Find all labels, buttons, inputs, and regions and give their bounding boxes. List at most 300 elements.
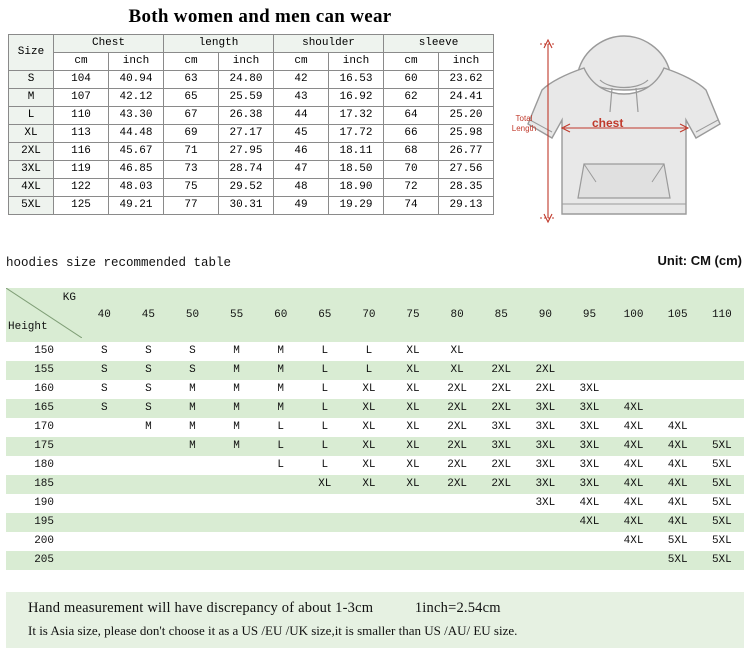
note-line-2: It is Asia size, please don't choose it as a US /EU /UK size,it is smaller than US /AU/ EU size. [28,623,518,638]
rec-cell: M [215,380,259,399]
rec-cell: XL [435,361,479,380]
rec-cell [259,513,303,532]
rec-cell: L [347,361,391,380]
weight-header-45: 45 [126,288,170,342]
kg-axis-label: KG [62,292,76,304]
cell-sleeve-inch: 26.77 [439,143,494,161]
size-measurements-table [8,34,494,215]
rec-cell: 4XL [612,494,656,513]
height-axis-label: Height [8,321,48,333]
table-row [9,197,494,215]
rec-cell: XL [391,475,435,494]
cell-chest-inch: 42.12 [109,89,164,107]
rec-cell [259,551,303,570]
cell-length-inch: 30.31 [219,197,274,215]
rec-cell: XL [391,342,435,361]
cell-shoulder-inch: 16.53 [329,71,384,89]
rec-cell [303,551,347,570]
rec-cell [567,551,611,570]
weight-header-100: 100 [612,288,656,342]
rec-cell: S [126,342,170,361]
rec-cell [700,399,744,418]
size-table-subheader-row [9,53,494,71]
rec-cell [700,380,744,399]
rec-cell: XL [391,437,435,456]
rec-cell [259,532,303,551]
rec-cell [391,494,435,513]
cell-length-cm: 67 [164,107,219,125]
cell-shoulder-cm: 45 [274,125,329,143]
size-label: S [9,71,54,89]
size-table-group-header-row [9,35,494,53]
rec-cell: 5XL [656,532,700,551]
rec-cell: S [82,361,126,380]
cell-chest-inch: 43.30 [109,107,164,125]
height-label: 200 [6,532,82,551]
rec-cell: XL [347,456,391,475]
rec-cell [612,380,656,399]
rec-cell: M [215,418,259,437]
rec-cell [82,513,126,532]
rec-cell: 3XL [523,418,567,437]
size-table-group-sleeve: sleeve [384,35,494,53]
rec-cell: XL [391,399,435,418]
rec-cell: 5XL [700,456,744,475]
size-label: 4XL [9,179,54,197]
rec-cell: S [126,380,170,399]
cell-length-inch: 24.80 [219,71,274,89]
rec-cell [82,494,126,513]
rec-cell: 4XL [567,494,611,513]
recommend-table-caption: hoodies size recommended table [6,256,232,270]
cell-sleeve-inch: 25.98 [439,125,494,143]
rec-cell [523,532,567,551]
cell-length-cm: 69 [164,125,219,143]
rec-cell [170,475,214,494]
rec-cell: 3XL [523,399,567,418]
rec-cell [126,456,170,475]
cell-chest-inch: 46.85 [109,161,164,179]
rec-cell [567,532,611,551]
rec-cell [126,513,170,532]
rec-cell [170,551,214,570]
inch-conversion-note: 1inch=2.54cm [414,600,501,616]
rec-cell: S [82,399,126,418]
rec-cell: 3XL [523,475,567,494]
cell-shoulder-cm: 43 [274,89,329,107]
cell-chest-cm: 116 [54,143,109,161]
rec-cell: S [126,399,170,418]
cell-chest-cm: 107 [54,89,109,107]
height-label: 195 [6,513,82,532]
cell-length-inch: 27.95 [219,143,274,161]
rec-cell [612,342,656,361]
rec-cell [656,342,700,361]
cell-sleeve-inch: 23.62 [439,71,494,89]
size-label: M [9,89,54,107]
rec-cell: L [303,399,347,418]
kg-height-corner [6,288,82,338]
cell-shoulder-inch: 16.92 [329,89,384,107]
rec-cell [391,532,435,551]
rec-cell: 3XL [567,418,611,437]
cell-length-cm: 63 [164,71,219,89]
cell-length-inch: 27.17 [219,125,274,143]
rec-cell: 2XL [435,399,479,418]
rec-cell [391,513,435,532]
weight-header-95: 95 [567,288,611,342]
height-label: 150 [6,342,82,361]
rec-cell: M [259,380,303,399]
cell-chest-cm: 110 [54,107,109,125]
table-row [6,361,744,380]
size-table-subheader-shoulder-cm: cm [274,53,329,71]
rec-cell [479,342,523,361]
table-row [6,437,744,456]
rec-cell [215,551,259,570]
rec-cell [347,532,391,551]
rec-cell [303,513,347,532]
table-row [6,475,744,494]
size-label: 5XL [9,197,54,215]
rec-cell: S [126,361,170,380]
cell-sleeve-inch: 24.41 [439,89,494,107]
cell-shoulder-cm: 46 [274,143,329,161]
weight-header-55: 55 [215,288,259,342]
note-line-1 [28,600,501,617]
hand-measurement-note: Hand measurement will have discrepancy of about 1-3cm [28,600,374,616]
cell-chest-inch: 45.67 [109,143,164,161]
rec-cell [82,532,126,551]
size-label: L [9,107,54,125]
rec-cell: 4XL [612,456,656,475]
table-row [9,125,494,143]
rec-cell [303,494,347,513]
rec-cell [82,551,126,570]
recommend-corner-header [6,288,82,342]
rec-cell [523,513,567,532]
rec-cell: XL [303,475,347,494]
cell-chest-cm: 104 [54,71,109,89]
recommend-header-row [6,288,744,342]
rec-cell [126,532,170,551]
cell-length-inch: 25.59 [219,89,274,107]
size-table-subheader-length-cm: cm [164,53,219,71]
weight-header-90: 90 [523,288,567,342]
size-table-group-shoulder: shoulder [274,35,384,53]
rec-cell: M [215,342,259,361]
weight-header-75: 75 [391,288,435,342]
height-label: 175 [6,437,82,456]
size-table-group-chest: Chest [54,35,164,53]
size-table-corner-label: Size [9,35,54,71]
cell-sleeve-cm: 74 [384,197,439,215]
rec-cell: XL [347,418,391,437]
rec-cell [435,494,479,513]
unit-label: Unit: CM (cm) [657,253,742,268]
table-row [9,107,494,125]
rec-cell: XL [391,380,435,399]
rec-cell: XL [347,399,391,418]
rec-cell [259,494,303,513]
rec-cell [170,513,214,532]
cell-sleeve-cm: 66 [384,125,439,143]
rec-cell: 3XL [523,494,567,513]
table-row [6,532,744,551]
rec-cell: 2XL [435,437,479,456]
cell-length-inch: 28.74 [219,161,274,179]
size-table-subheader-chest-inch: inch [109,53,164,71]
rec-cell: 4XL [612,399,656,418]
rec-cell: M [126,418,170,437]
size-label: 3XL [9,161,54,179]
rec-cell [347,494,391,513]
rec-cell [435,532,479,551]
rec-cell: L [303,456,347,475]
size-table-body [9,71,494,215]
rec-cell: 3XL [567,456,611,475]
cell-sleeve-cm: 64 [384,107,439,125]
rec-cell [126,437,170,456]
rec-cell [170,456,214,475]
rec-cell: L [303,437,347,456]
rec-cell: L [259,456,303,475]
size-table-subheader-shoulder-inch: inch [329,53,384,71]
rec-cell: 2XL [435,418,479,437]
cell-length-cm: 65 [164,89,219,107]
cell-shoulder-cm: 42 [274,71,329,89]
cell-sleeve-cm: 72 [384,179,439,197]
rec-cell: 3XL [567,399,611,418]
rec-cell [126,551,170,570]
chest-label: chest [592,116,624,130]
weight-header-80: 80 [435,288,479,342]
rec-cell: M [170,380,214,399]
rec-cell [170,494,214,513]
rec-cell: 4XL [612,437,656,456]
weight-header-70: 70 [347,288,391,342]
rec-cell: 4XL [656,456,700,475]
rec-cell [126,475,170,494]
table-row [6,380,744,399]
rec-cell [479,532,523,551]
table-row [6,418,744,437]
rec-cell [391,551,435,570]
table-row [9,143,494,161]
weight-header-60: 60 [259,288,303,342]
cell-shoulder-cm: 47 [274,161,329,179]
height-label: 160 [6,380,82,399]
rec-cell: M [170,399,214,418]
rec-cell: 4XL [612,513,656,532]
cell-length-cm: 73 [164,161,219,179]
cell-shoulder-inch: 18.50 [329,161,384,179]
rec-cell: M [215,399,259,418]
rec-cell: S [170,361,214,380]
cell-length-cm: 75 [164,179,219,197]
rec-cell: 2XL [479,361,523,380]
rec-cell [82,418,126,437]
cell-shoulder-cm: 44 [274,107,329,125]
rec-cell: 4XL [612,418,656,437]
rec-cell [347,513,391,532]
cell-chest-inch: 40.94 [109,71,164,89]
table-row [6,513,744,532]
cell-sleeve-cm: 60 [384,71,439,89]
rec-cell: 2XL [523,361,567,380]
rec-cell: 4XL [567,513,611,532]
rec-cell: 4XL [656,418,700,437]
rec-cell: XL [435,342,479,361]
height-label: 155 [6,361,82,380]
rec-cell: 2XL [523,380,567,399]
cell-shoulder-cm: 48 [274,179,329,197]
weight-header-110: 110 [700,288,744,342]
cell-sleeve-cm: 62 [384,89,439,107]
rec-cell: 3XL [567,437,611,456]
cell-chest-cm: 119 [54,161,109,179]
rec-cell: 5XL [700,475,744,494]
table-row [9,71,494,89]
rec-cell [700,418,744,437]
rec-cell [259,475,303,494]
rec-cell: XL [391,361,435,380]
rec-cell: S [82,380,126,399]
table-row [9,179,494,197]
cell-sleeve-inch: 29.13 [439,197,494,215]
rec-cell [479,551,523,570]
height-label: 180 [6,456,82,475]
cell-shoulder-inch: 17.32 [329,107,384,125]
rec-cell: 2XL [479,380,523,399]
cell-chest-inch: 49.21 [109,197,164,215]
rec-cell [303,532,347,551]
rec-cell: XL [391,418,435,437]
cell-chest-inch: 44.48 [109,125,164,143]
rec-cell: L [303,380,347,399]
size-table-subheader-length-inch: inch [219,53,274,71]
height-label: 165 [6,399,82,418]
weight-header-40: 40 [82,288,126,342]
rec-cell: M [259,361,303,380]
rec-cell [479,513,523,532]
rec-cell: M [170,418,214,437]
rec-cell: XL [347,380,391,399]
rec-cell [215,532,259,551]
rec-cell: 2XL [479,475,523,494]
rec-cell: L [303,361,347,380]
rec-cell: 3XL [567,475,611,494]
cell-sleeve-inch: 28.35 [439,179,494,197]
table-row [6,551,744,570]
cell-chest-cm: 122 [54,179,109,197]
weight-header-50: 50 [170,288,214,342]
rec-cell: 3XL [523,437,567,456]
height-label: 205 [6,551,82,570]
rec-cell [656,399,700,418]
cell-sleeve-cm: 70 [384,161,439,179]
height-label: 185 [6,475,82,494]
cell-sleeve-inch: 25.20 [439,107,494,125]
rec-cell: M [259,399,303,418]
table-row [6,456,744,475]
cell-shoulder-inch: 18.90 [329,179,384,197]
rec-cell: S [82,342,126,361]
rec-cell: 5XL [700,513,744,532]
cell-shoulder-cm: 49 [274,197,329,215]
rec-cell [435,551,479,570]
rec-cell: M [259,342,303,361]
recommend-body [6,342,744,570]
cell-length-cm: 71 [164,143,219,161]
rec-cell [612,551,656,570]
rec-cell: XL [391,456,435,475]
size-label: 2XL [9,143,54,161]
rec-cell: L [303,342,347,361]
height-label: 170 [6,418,82,437]
rec-cell [700,361,744,380]
rec-cell [523,342,567,361]
weight-header-105: 105 [656,288,700,342]
weight-header-85: 85 [479,288,523,342]
size-table-group-length: length [164,35,274,53]
rec-cell [567,342,611,361]
rec-cell [82,475,126,494]
height-label: 190 [6,494,82,513]
rec-cell: L [259,437,303,456]
rec-cell [82,437,126,456]
rec-cell [82,456,126,475]
rec-cell: M [170,437,214,456]
rec-cell: 5XL [656,551,700,570]
table-row [6,399,744,418]
cell-length-inch: 29.52 [219,179,274,197]
rec-cell [215,475,259,494]
rec-cell: 5XL [700,494,744,513]
size-table-subheader-sleeve-inch: inch [439,53,494,71]
cell-length-cm: 77 [164,197,219,215]
hoodie-size-recommendation-table [6,288,744,570]
table-row [9,89,494,107]
rec-cell: L [259,418,303,437]
rec-cell: 4XL [656,475,700,494]
rec-cell: S [170,342,214,361]
cell-shoulder-inch: 19.29 [329,197,384,215]
cell-chest-cm: 125 [54,197,109,215]
rec-cell [656,361,700,380]
rec-cell: L [347,342,391,361]
rec-cell [215,456,259,475]
rec-cell: M [215,437,259,456]
rec-cell [347,551,391,570]
rec-cell: 5XL [700,551,744,570]
rec-cell [700,342,744,361]
rec-cell: 2XL [435,475,479,494]
rec-cell: XL [347,437,391,456]
rec-cell: 4XL [612,475,656,494]
cell-shoulder-inch: 17.72 [329,125,384,143]
rec-cell: 3XL [479,437,523,456]
size-table-subheader-sleeve-cm: cm [384,53,439,71]
rec-cell [479,494,523,513]
rec-cell [567,361,611,380]
rec-cell [215,494,259,513]
rec-cell: 3XL [567,380,611,399]
rec-cell: 2XL [479,456,523,475]
rec-cell: 4XL [612,532,656,551]
rec-cell: L [303,418,347,437]
cell-sleeve-inch: 27.56 [439,161,494,179]
